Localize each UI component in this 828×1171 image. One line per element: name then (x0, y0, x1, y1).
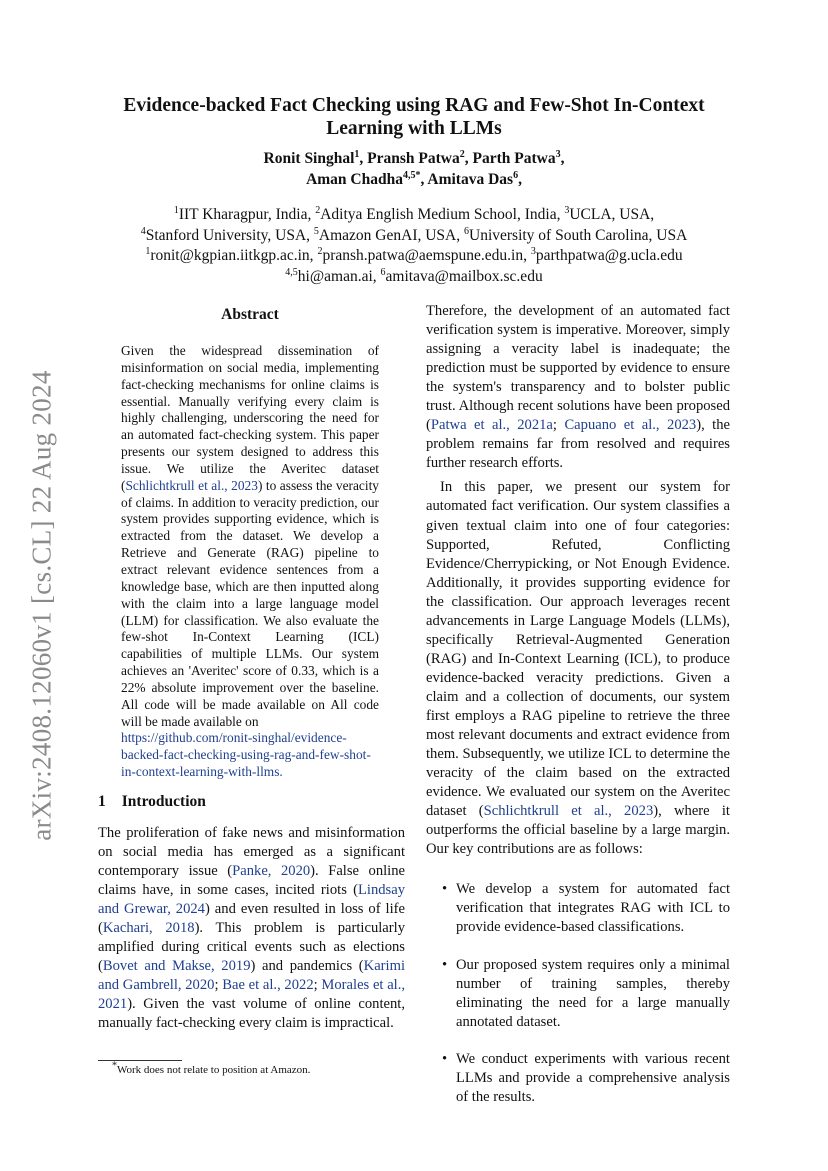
author-affiliation-mark: 2 (459, 148, 465, 160)
author-affiliation-mark: 3 (555, 148, 561, 160)
paragraph-text: ) and pandemics ( (250, 958, 364, 975)
affiliation-line (98, 267, 730, 288)
citation-link[interactable]: Bae et al., 2022 (222, 977, 314, 994)
affiliation-line (98, 226, 730, 247)
paragraph-text: ). Given the vast volume of online content, manually fact-checking every claim is impractical. (98, 996, 405, 1032)
list-item-text: We conduct experiments with various recent LLMs and provide a comprehensive analysis of the results. (456, 1050, 730, 1105)
affiliation-mark: 4 (140, 225, 146, 237)
abstract-body (121, 343, 379, 781)
paragraph-text: ) and even resulted in loss of life ( (98, 901, 405, 937)
affiliation-block (98, 205, 730, 287)
arxiv-sidebar (20, 360, 64, 850)
bullet-icon: • (442, 956, 448, 973)
list-item-text: Our proposed system requires only a minimal number of training samples, thereby eliminating the need for a large manually annotated dataset. (456, 956, 730, 1030)
abstract-heading: Abstract (221, 306, 279, 323)
affiliation-text: ronit@kgpian.iitkgp.ac.in, (150, 247, 318, 264)
section-number: 1 (98, 793, 106, 810)
affiliation-mark: 2 (315, 204, 321, 216)
affiliation-text: Aditya English Medium School, India, (320, 206, 565, 223)
affiliation-line (98, 205, 730, 226)
citation-link[interactable]: Capuano et al., 2023 (564, 417, 697, 434)
code-url-link[interactable]: https://github.com/ronit-singhal/evidence-backed-fact-checking-using-rag-and-few-shot-in-context-learning-with-llms. (121, 730, 371, 780)
author-name: Aman Chadha (306, 171, 403, 188)
paragraph-text: ). False online claims have, in some cases, incited riots ( (98, 863, 406, 899)
list-item (426, 1050, 730, 1107)
paper-title: Evidence-backed Fact Checking using RAG and Few-Shot In-Context Learning with LLMs (123, 95, 705, 139)
citation-link[interactable]: Karimi and Gambrell, 2020 (98, 958, 405, 994)
affiliation-mark: 6 (380, 266, 386, 278)
author-affiliation-mark: 6 (513, 169, 519, 181)
right-column (426, 302, 730, 1107)
author-name: Parth Patwa (472, 150, 556, 167)
affiliation-mark: 1 (173, 204, 179, 216)
citation-link[interactable]: Bovet and Makse, 2019 (102, 958, 251, 975)
affiliation-mark: 2 (317, 245, 323, 257)
paragraph-text: ; (552, 417, 565, 434)
footnote (112, 1060, 412, 1077)
paragraph-text: ; (214, 977, 223, 994)
affiliation-text: Amazon GenAI, USA, (318, 226, 464, 244)
footnote-mark: * (112, 1060, 117, 1072)
paragraph-text: ; (313, 977, 322, 994)
citation-link[interactable]: Morales et al., 2021 (98, 977, 406, 1013)
author-affiliation-mark: 4,5* (402, 169, 421, 181)
affiliation-mark: 4,5 (285, 266, 298, 278)
affiliation-mark: 6 (464, 225, 469, 237)
affiliation-text: amitava@mailbox.sc.edu (385, 267, 543, 285)
bullet-icon: • (442, 881, 448, 898)
author-list: Ronit Singhal$^1$, Pransh Patwa$^2$, Parth Patwa$^3$, Aman Chadha$^{4,5*}$, Amitava Das$^6$, (263, 148, 565, 188)
bullet-icon: • (442, 1050, 448, 1067)
abstract-text: ) to assess the veracity of claims. In addition to veracity prediction, our system provides supporting evidence, which is extracted from the dataset. We develop a Retrieve and Generate (RAG) pipeline to extract relevant evidence sentences from a knowledge base, which are then inputted along with the claim into a large language model (LLM) for classification. We also evaluate the few-shot In-Context Learning (ICL) capabilities of multiple LLMs. Our system achieves an 'Averitec' score of 0.33, which is a 22% absolute improvement over the baseline. All code will be made available on All code will be made available on (121, 477, 379, 729)
list-item (426, 880, 730, 937)
introduction-paragraph-2 (426, 478, 730, 859)
affiliation-text: UCLA, USA, (569, 206, 655, 223)
paragraph-text: ), the problem remains far from resolved and requires further research efforts. (426, 417, 731, 472)
footnote-divider (98, 1060, 182, 1061)
citation-link[interactable]: Panke, 2020 (232, 863, 311, 880)
citation-link[interactable]: Schlichtkrull et al., 2023 (125, 477, 258, 493)
affiliation-mark: 5 (313, 225, 319, 237)
affiliation-text: parthpatwa@g.ucla.edu (535, 247, 683, 264)
affiliation-text: hi@aman.ai, (297, 267, 381, 285)
contribution-list (426, 880, 730, 1106)
affiliation-mark: 3 (530, 245, 536, 257)
affiliation-mark: 3 (564, 204, 570, 216)
citation-link[interactable]: Kachari, 2018 (102, 920, 195, 937)
paragraph-text: ), where it outperforms the official baseline by a large margin. Our key contributions are as follows: (426, 803, 730, 858)
affiliation-text: University of South Carolina, USA (469, 226, 688, 244)
affiliation-text: pransh.patwa@aemspune.edu.in, (322, 247, 531, 264)
author-name: Pransh Patwa (367, 150, 460, 167)
affiliation-text: Stanford University, USA, (145, 226, 314, 244)
affiliation-line (98, 246, 730, 267)
list-item (426, 956, 730, 1032)
list-item-text: We develop a system for automated fact verification that integrates RAG with ICL to provide evidence-based classifications. (456, 881, 730, 936)
affiliation-mark: 1 (145, 245, 151, 257)
paragraph-text: In this paper, we present our system for automated fact verification. Our system classifies a given textual claim into one of four categories: Supported, Refuted, Conflicting Evidence/Cherrypicking, or Not Enough Evidence. Additionally, it provides supporting evidence for the classification. Our approach leverages recent advancements in Large Language Models (LLMs), specifically Retrieval-Augmented Generation (RAG) and In-Context Learning (ICL), to produce evidence-backed veracity predictions. Given a claim and a collection of documents, our system first employs a RAG pipeline to retrieve the three most relevant documents and extract evidence from them. Subsequently, we utilize ICL to determine the veracity of the claim based on the extracted evidence. We evaluated our system on the Averitec dataset ( (426, 479, 730, 820)
author-name: Ronit Singhal (263, 150, 355, 167)
affiliation-text: IIT Kharagpur, India, (178, 206, 316, 223)
paragraph-text: ). This problem is particularly amplified during critical events such as elections ( (98, 920, 405, 975)
citation-link[interactable]: Patwa et al., 2021a (430, 417, 553, 434)
author-affiliation-mark: 1 (354, 148, 360, 160)
introduction-paragraph-1a (98, 824, 405, 1034)
section-heading-introduction (98, 793, 408, 811)
section-title: Introduction (121, 793, 206, 810)
author-name: Amitava Das (427, 171, 514, 188)
abstract-text: Given the widespread dissemination of misinformation on social media, implementing fact-checking mechanisms for online claims is essential. Manually verifying every claim is highly challenging, underscoring the need for an automated fact-checking system. This paper presents our system designed to address this issue. We utilize the Averitec dataset ( (121, 343, 379, 493)
arxiv-identifier: arXiv:2408.12060v1 [cs.CL] 22 Aug 2024 (26, 369, 57, 841)
citation-link[interactable]: Lindsay and Grewar, 2024 (98, 882, 405, 918)
paragraph-text: The proliferation of fake news and misinformation on social media has emerged as a significant contemporary issue ( (98, 825, 405, 880)
footnote-text: Work does not relate to position at Amazon. (117, 1064, 311, 1076)
paragraph-text: Therefore, the development of an automated fact verification system is imperative. Moreover, simply assigning a veracity label is inadequate; the prediction must be supported by evidence to ensure the system's transparency and to bolster public trust. Although recent solutions have been proposed ( (426, 303, 730, 434)
citation-link[interactable]: Schlichtkrull et al., 2023 (483, 803, 654, 820)
introduction-paragraph-1b (426, 302, 730, 473)
